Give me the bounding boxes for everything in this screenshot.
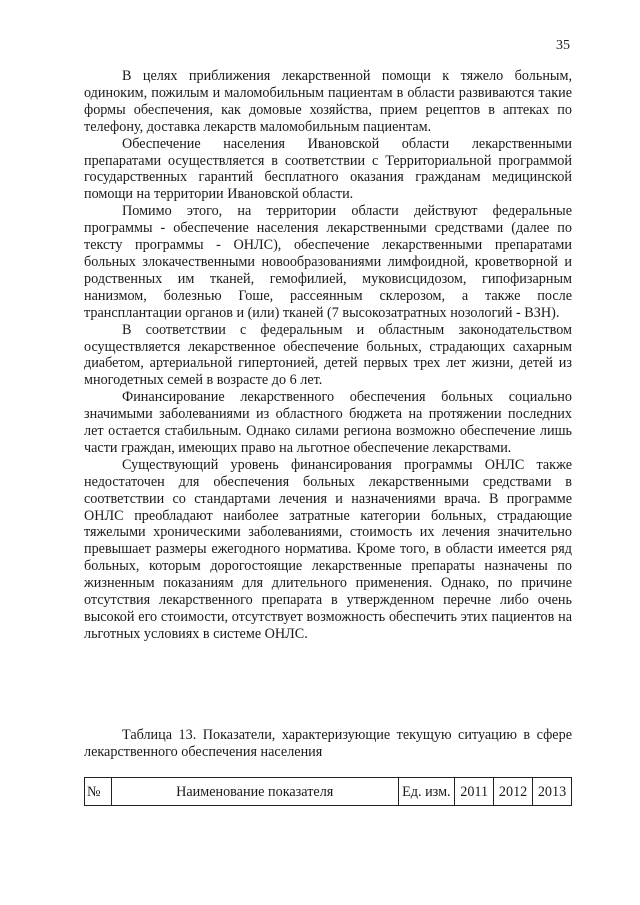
header-year-2012: 2012 xyxy=(494,778,533,806)
paragraph-5: Финансирование лекарственного обеспечения больных социально значимыми заболеваниями из областного бюджета на протяжении последних лет остается стабильным. Однако силами региона возможно обеспечение лишь части граждан, имеющих право на льготное обеспечение лекарствами. xyxy=(84,389,572,456)
header-indicator-name: Наименование показателя xyxy=(111,778,398,806)
document-body xyxy=(84,68,572,643)
header-year-2011: 2011 xyxy=(455,778,494,806)
paragraph-6: Существующий уровень финансирования программы ОНЛС также недостаточен для обеспечения больных лекарственными средствами в соответствии со стандартами лечения и назначениями врача. В программе ОНЛС преобладают наиболее затратные категории больных, страдающие тяжелыми хроническими заболеваниями, стоимость их лечения значительно превышает размеры ежегодного норматива. Кроме того, в области имеется ряд больных, которым дорогостоящие лекарственные препараты назначены по жизненным показаниям для длительного применения. Однако, по причине отсутствия лекарственного препарата в утвержденном перечне либо очень высокой его стоимости, отсутствует возможность обеспечить этих пациентов на льготных условиях в системе ОНЛС. xyxy=(84,456,572,642)
paragraph-4: В соответствии с федеральным и областным законодательством осуществляется лекарственное обеспечение больных, страдающих сахарным диабетом, артериальной гипертонией, детей первых трех лет жизни, детей из многодетных семей в возрасте до 6 лет. xyxy=(84,321,572,389)
table-header-row xyxy=(85,778,572,806)
header-number: № xyxy=(85,778,112,806)
paragraph-1: В целях приближения лекарственной помощи к тяжело больным, одиноким, пожилым и маломобильным пациентам в области развиваются такие формы обеспечения, как домовые хозяйства, прием рецептов в аптеках по телефону, доставка лекарств маломобильным пациентам. xyxy=(84,68,572,135)
page-number: 35 xyxy=(556,38,570,53)
paragraph-3: Помимо этого, на территории области действуют федеральные программы - обеспечение населения лекарственными средствами (далее по тексту программы - ОНЛС), обеспечение лекарственными препаратами больных злокачественными новообразованиями лимфоидной, кроветворной и родственных им тканей, гемофилией, муковисцидозом, гипофизарным нанизмом, болезнью Гоше, рассеянным склерозом, а также после трансплантации органов и (или) тканей (7 высокозатратных нозологий - ВЗН). xyxy=(84,203,572,321)
header-year-2013: 2013 xyxy=(533,778,572,806)
header-unit: Ед. изм. xyxy=(398,778,455,806)
indicators-table xyxy=(84,777,572,806)
table-caption: Таблица 13. Показатели, характеризующие текущую ситуацию в сфере лекарственного обеспечения населения xyxy=(84,727,572,760)
paragraph-2: Обеспечение населения Ивановской области лекарственными препаратами осуществляется в соответствии с Территориальной программой государственных гарантий бесплатного оказания гражданам медицинской помощи на территории Ивановской области. xyxy=(84,135,572,203)
